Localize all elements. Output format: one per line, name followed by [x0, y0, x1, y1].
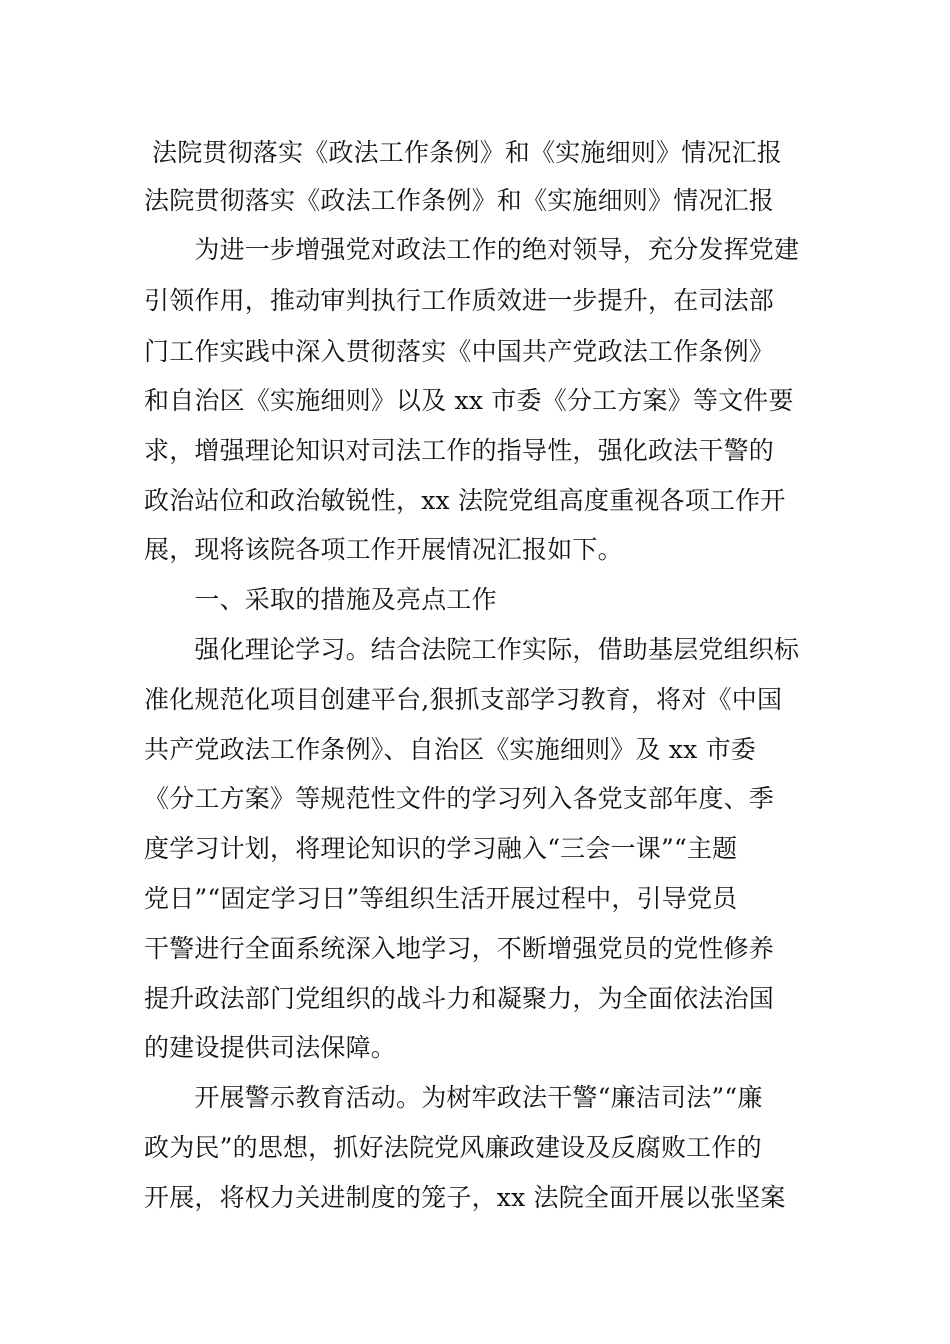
- paragraph-line: 提升政法部门党组织的战斗力和凝聚力，为全面依法治国: [144, 984, 775, 1013]
- paragraph-line: 求，增强理论知识对司法工作的指导性，强化政法干警的: [144, 436, 775, 465]
- paragraph-line: 度学习计划，将理论知识的学习融入“三会一课”“主题: [144, 834, 738, 863]
- paragraph-line: 党日”“固定学习日”等组织生活开展过程中，引导党员: [144, 884, 738, 913]
- document-title-line: 法院贯彻落实《政法工作条例》和《实施细则》情况汇报: [152, 138, 783, 167]
- paragraph-line: 共产党政法工作条例》、自治区《实施细则》及 xx 市委: [144, 735, 756, 764]
- paragraph-line: 开展警示教育活动。为树牢政法干警“廉洁司法”“廉: [144, 1083, 763, 1112]
- paragraph-line: 政为民”的思想，抓好法院党风廉政建设及反腐败工作的: [144, 1133, 762, 1162]
- paragraph-line: 强化理论学习。结合法院工作实际，借助基层党组织标: [144, 635, 800, 664]
- paragraph-line: 展，现将该院各项工作开展情况汇报如下。: [144, 535, 623, 564]
- paragraph-line: 政治站位和政治敏锐性，xx 法院党组高度重视各项工作开: [144, 486, 786, 515]
- paragraph-line: 引领作用，推动审判执行工作质效进一步提升，在司法部: [144, 286, 775, 315]
- paragraph-line: 干警进行全面系统深入地学习，不断增强党员的党性修养: [144, 934, 775, 963]
- section-heading: 一、采取的措施及亮点工作: [144, 585, 497, 614]
- paragraph-line: 为进一步增强党对政法工作的绝对领导，充分发挥党建: [144, 235, 800, 264]
- paragraph-line: 门工作实践中深入贯彻落实《中国共产党政法工作条例》: [144, 337, 775, 366]
- paragraph-line: 和自治区《实施细则》以及 xx 市委《分工方案》等文件要: [144, 386, 794, 415]
- paragraph-line: 开展，将权力关进制度的笼子，xx 法院全面开展以张坚案: [144, 1183, 786, 1212]
- document-title-line: 法院贯彻落实《政法工作条例》和《实施细则》情况汇报: [144, 186, 775, 215]
- paragraph-line: 准化规范化项目创建平台,狠抓支部学习教育，将对《中国: [144, 685, 783, 714]
- paragraph-line: 的建设提供司法保障。: [144, 1033, 397, 1062]
- paragraph-line: 《分工方案》等规范性文件的学习列入各党支部年度、季: [144, 784, 775, 813]
